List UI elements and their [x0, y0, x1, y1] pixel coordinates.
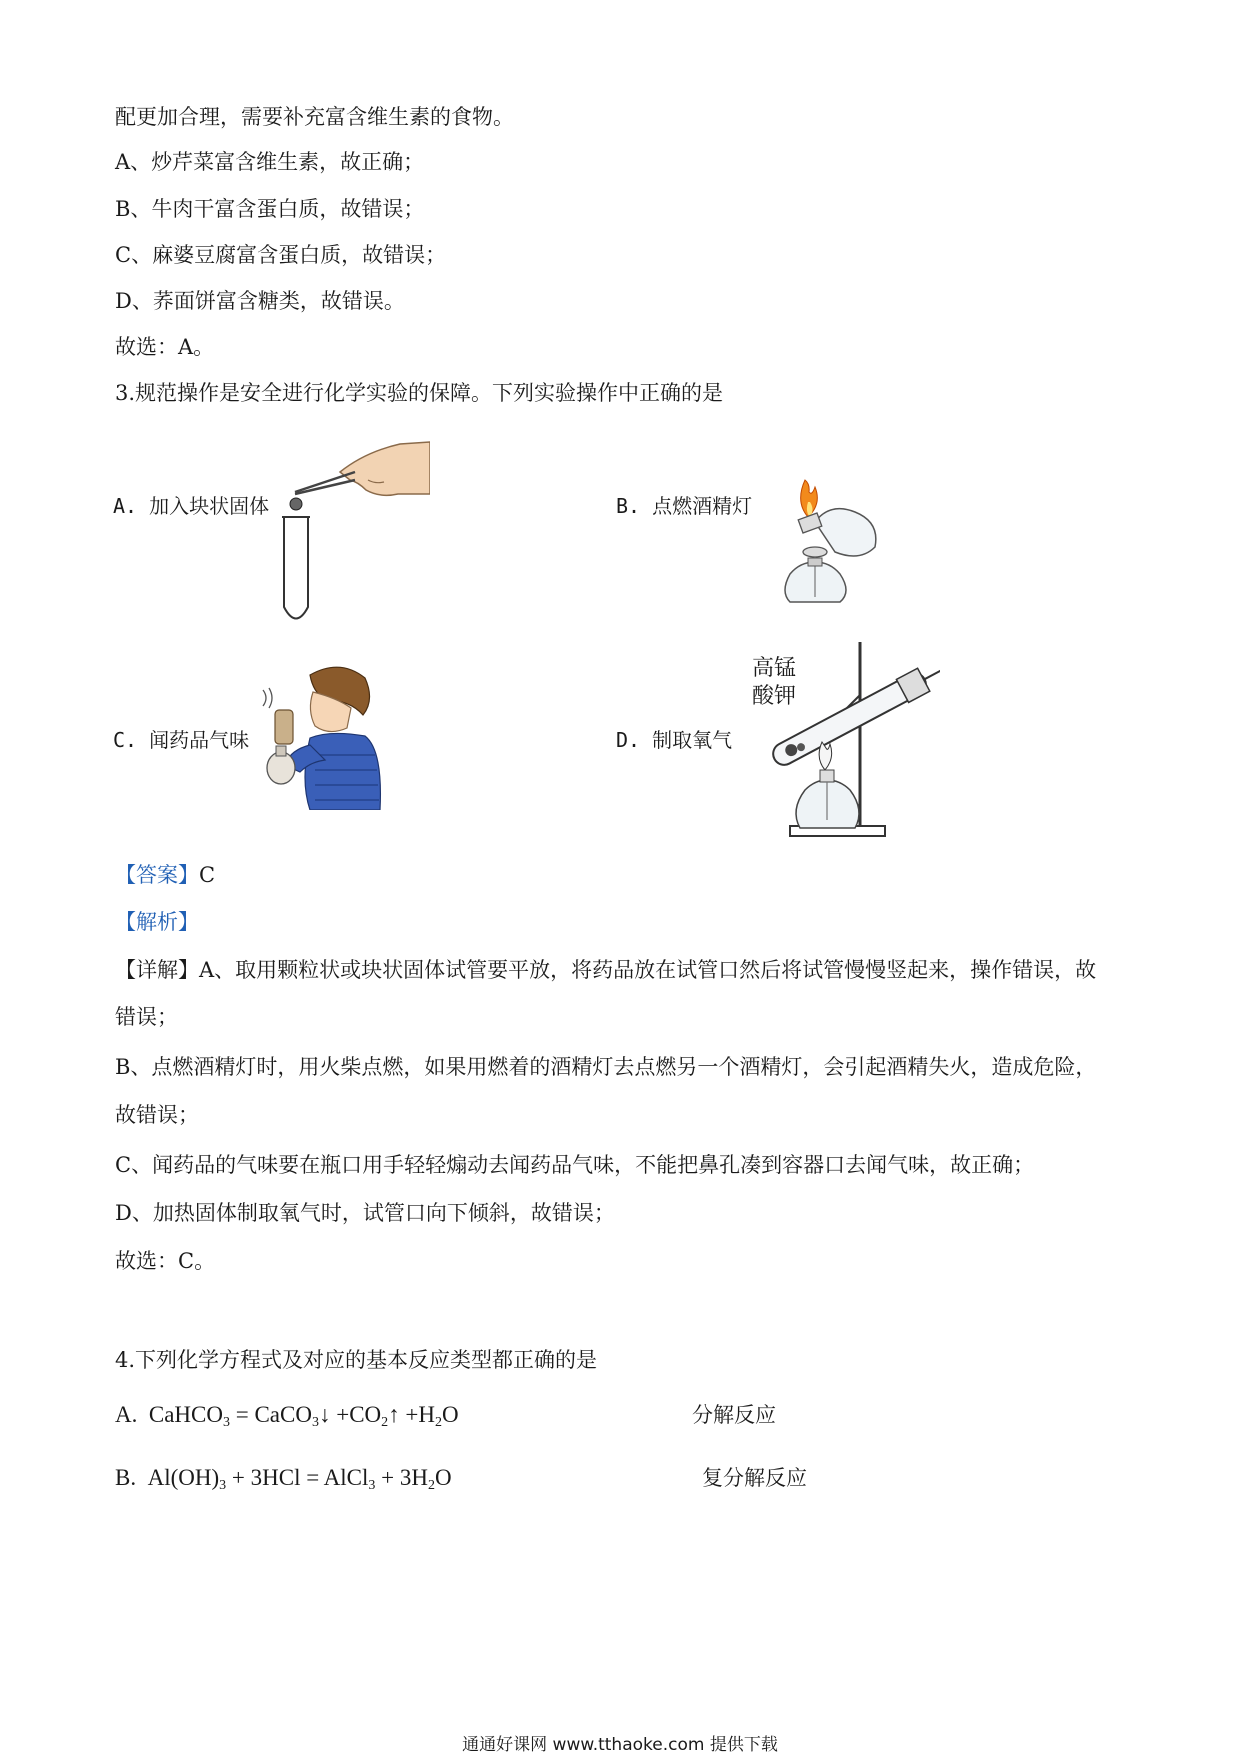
q3-option-d-label: D. 制取氧气 — [616, 728, 733, 752]
detail-a-line: 【详解】A、取用颗粒状或块状固体试管要平放，将药品放在试管口然后将试管慢慢竖起来，操作错误，故 — [115, 958, 1097, 982]
smelling-chemical-figure — [255, 660, 395, 810]
q3-option-b-label: B. 点燃酒精灯 — [616, 494, 753, 518]
detail-c-line: C、闻药品的气味要在瓶口用手轻轻煽动去闻药品气味，不能把鼻孔凑到容器口去闻气味，故正确； — [115, 1153, 1035, 1177]
detail-b-line-cont: 故错误； — [115, 1103, 199, 1127]
q2-option-c-text: C、麻婆豆腐富含蛋白质，故错误； — [115, 243, 447, 267]
label-line-2: 酸钾 — [752, 684, 797, 709]
q2-option-b-text: B、牛肉干富含蛋白质，故错误； — [115, 197, 425, 221]
answer-line — [115, 860, 215, 890]
q4-option-b-equation: B. $Al(OH)_3 + 3HCl$ = AlCl$_3$ + $3H_2O$ — [115, 1465, 452, 1493]
q2-choice-text: 故选：A。 — [115, 335, 215, 359]
q4-option-a-label: A. — [115, 1402, 138, 1427]
q4-option-b-label: B. — [115, 1465, 137, 1490]
answer-value: C — [199, 863, 216, 887]
answer-tag: 【答案】 — [115, 863, 199, 887]
detail-d-line: D、加热固体制取氧气时，试管口向下倾斜，故错误； — [115, 1201, 615, 1225]
q3-option-c-label: C. 闻药品气味 — [113, 728, 250, 752]
q4-option-b-reaction-type: 复分解反应 — [702, 1466, 807, 1490]
q3-choice-text: 故选：C。 — [115, 1249, 216, 1273]
q4-option-a-equation: A. CaHCO$_3$ = CaCO$_3$↓ $+CO_2↑ +H_2O$ — [115, 1402, 459, 1430]
q2-option-d-text: D、荞面饼富含糖类，故错误。 — [115, 289, 405, 313]
q4-stem: 4.下列化学方程式及对应的基本反应类型都正确的是 — [115, 1348, 598, 1372]
q2-intro-text: 配更加合理，需要补充富含维生素的食物。 — [115, 105, 514, 129]
alcohol-lamp-figure — [760, 462, 890, 612]
q4-option-a-reaction-type: 分解反应 — [692, 1403, 776, 1427]
q3-option-a-label: A. 加入块状固体 — [113, 494, 270, 518]
footer-watermark: 通通好课网 www.tthaoke.com 提供下载 — [462, 1735, 778, 1755]
test-tube-tweezers-figure — [280, 432, 430, 627]
oxygen-preparation-apparatus-figure — [760, 640, 940, 845]
detail-a-line-cont: 错误； — [115, 1005, 178, 1029]
detail-b-line: B、点燃酒精灯时，用火柴点燃，如果用燃着的酒精灯去点燃另一个酒精灯，会引起酒精失火，造成危险， — [115, 1055, 1097, 1079]
label-line-1: 高锰 — [752, 656, 797, 681]
q2-option-a-text: A、炒芹菜富含维生素，故正确； — [115, 150, 425, 174]
analysis-tag: 【解析】 — [115, 910, 199, 934]
q3-stem: 3.规范操作是安全进行化学实验的保障。下列实验操作中正确的是 — [115, 381, 724, 405]
